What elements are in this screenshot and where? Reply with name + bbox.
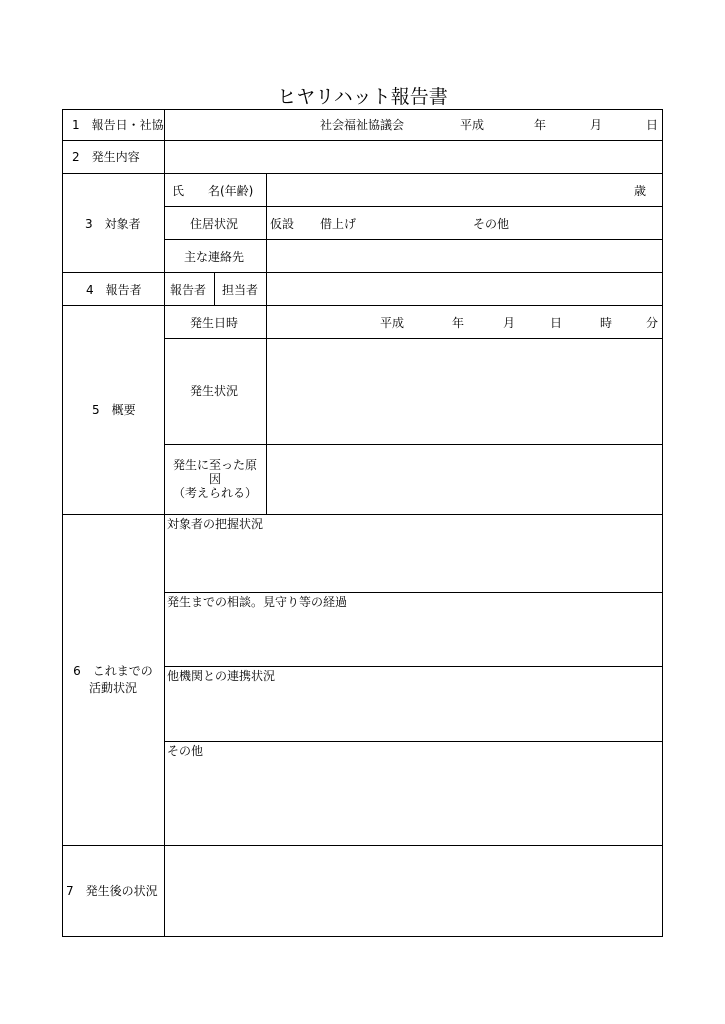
residence-option-temporary: 仮設 — [270, 217, 295, 231]
document-title: ヒヤリハット報告書 — [277, 86, 448, 108]
row7-label: 7 発生後の状況 — [66, 884, 158, 898]
row3-label: 3 対象者 — [85, 217, 141, 231]
cause-label-line3: （考えられる） — [172, 486, 257, 500]
sub-row-divider — [164, 239, 663, 240]
reporter-label: 報告者 — [170, 283, 207, 297]
row-divider — [62, 173, 663, 174]
sub-row-divider — [164, 338, 663, 339]
row-divider — [62, 845, 663, 846]
row6-label-line1: 6 これまでの — [73, 664, 153, 678]
row1-label: 1 報告日・社協 — [72, 118, 164, 132]
consult-history-label: 発生までの相談。見守り等の経過 — [167, 595, 348, 609]
dt-era-label: 平成 — [380, 316, 405, 330]
cause-label-line1: 発生に至った原 — [172, 458, 257, 472]
agency-coordination-label: 他機関との連携状況 — [167, 669, 276, 683]
label-column-divider — [164, 109, 165, 937]
sub-label-divider — [214, 272, 215, 305]
year-unit: 年 — [534, 118, 547, 132]
age-unit: 歳 — [634, 184, 647, 198]
sub-row-divider — [164, 206, 663, 207]
situation-label: 発生状況 — [190, 384, 239, 398]
sub-row-divider — [164, 741, 663, 742]
org-suffix: 社会福祉協議会 — [320, 118, 405, 132]
row-divider — [62, 514, 663, 515]
target-grasp-label: 対象者の把握状況 — [167, 517, 264, 531]
report-form-frame — [62, 109, 663, 937]
residence-option-rented: 借上げ — [320, 217, 357, 231]
residence-label: 住居状況 — [190, 217, 239, 231]
datetime-label: 発生日時 — [190, 316, 239, 330]
row5-label: 5 概要 — [92, 403, 136, 417]
staff-label: 担当者 — [222, 283, 259, 297]
row2-label: 2 発生内容 — [72, 150, 140, 164]
sub-row-divider — [164, 444, 663, 445]
row6-label-line2: 活動状況 — [88, 681, 137, 695]
row-divider — [62, 272, 663, 273]
name-age-label: 氏 名(年齢) — [172, 184, 254, 198]
other-label: その他 — [167, 744, 204, 758]
dt-day-unit: 日 — [550, 316, 563, 330]
dt-hour-unit: 時 — [600, 316, 613, 330]
row-divider — [62, 140, 663, 141]
row4-label: 4 報告者 — [86, 283, 142, 297]
month-unit: 月 — [590, 118, 603, 132]
dt-minute-unit: 分 — [646, 316, 659, 330]
row-divider — [62, 305, 663, 306]
era-label: 平成 — [460, 118, 485, 132]
contact-label: 主な連絡先 — [184, 250, 245, 264]
residence-option-other: その他 — [473, 217, 510, 231]
sub-label-divider — [266, 272, 267, 514]
sub-row-divider — [164, 666, 663, 667]
sub-row-divider — [164, 592, 663, 593]
dt-year-unit: 年 — [452, 316, 465, 330]
dt-month-unit: 月 — [503, 316, 516, 330]
sub-label-divider — [266, 173, 267, 272]
cause-label-line2: 因 — [208, 472, 221, 486]
day-unit: 日 — [646, 118, 659, 132]
